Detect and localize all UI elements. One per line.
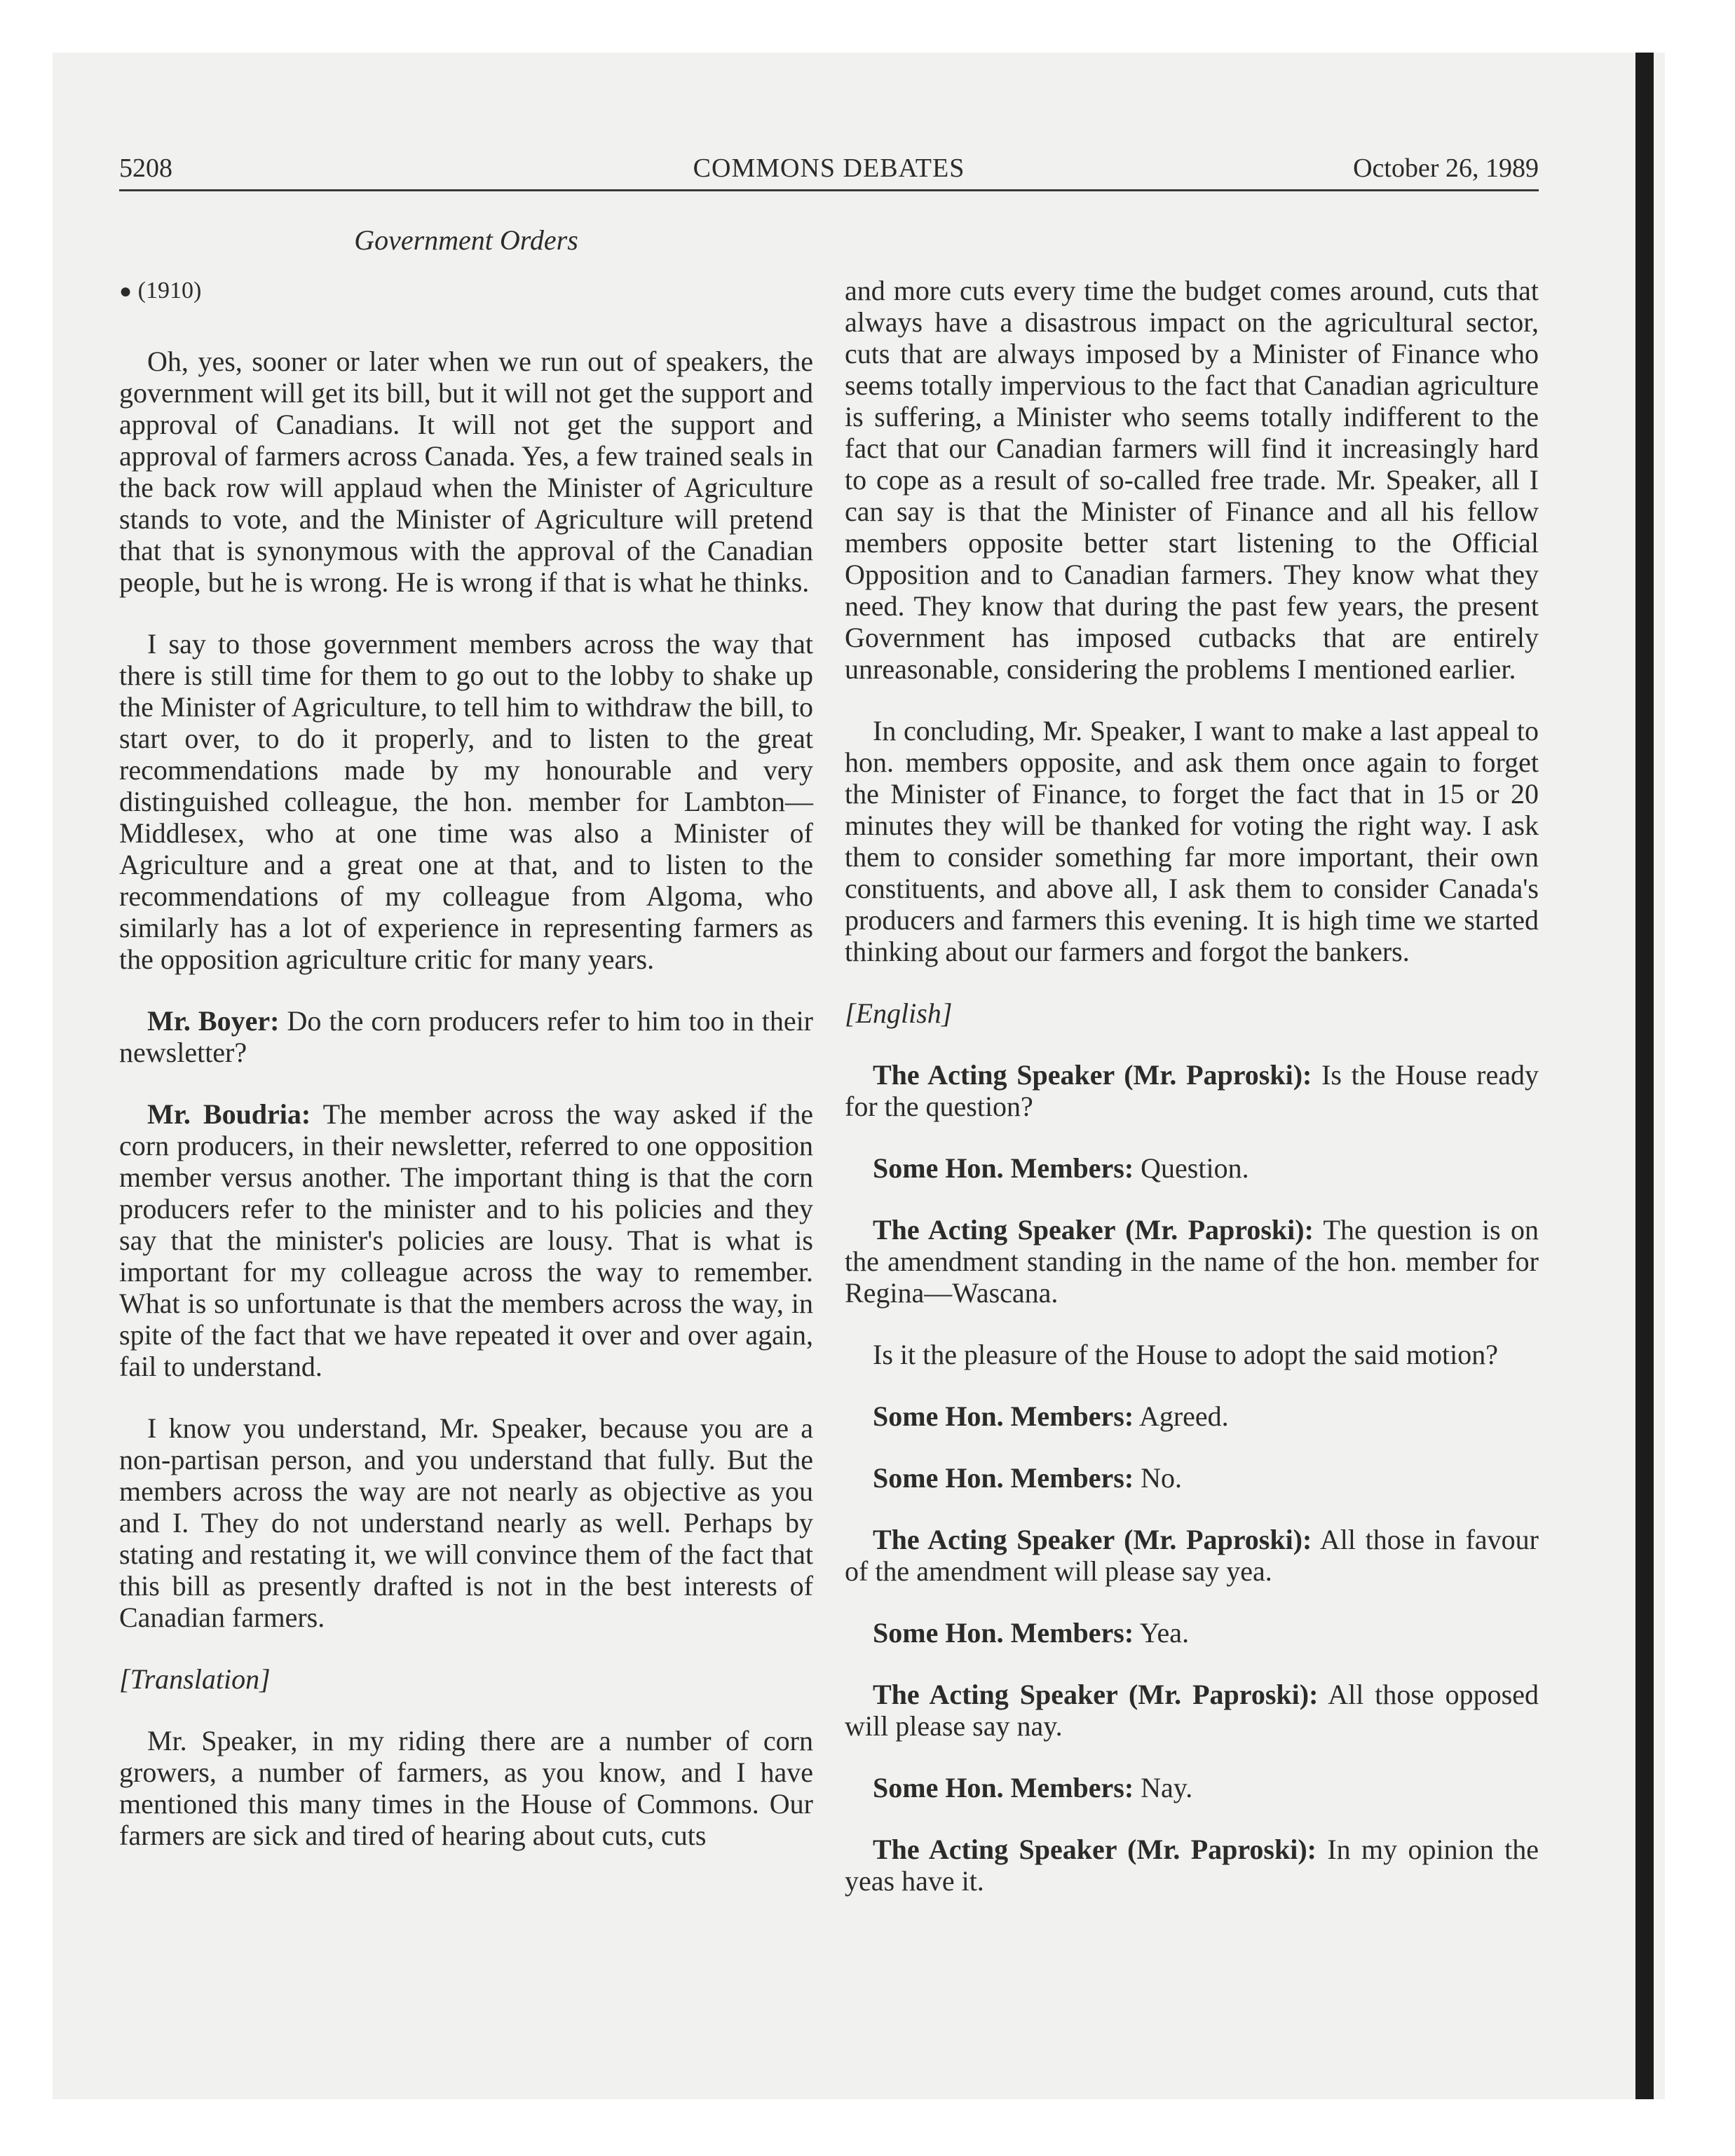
speaker-name: The Acting Speaker (Mr. Paproski): bbox=[873, 1679, 1319, 1710]
speech-text: The question is on the amendment standing in the name of the hon. member for Regina—Wascana. bbox=[845, 1214, 1539, 1309]
right-column bbox=[845, 275, 1539, 1927]
language-marker: [Translation] bbox=[119, 1663, 271, 1695]
bullet-icon: ● bbox=[119, 280, 132, 303]
speech-members bbox=[845, 1152, 1539, 1184]
speech-acting-speaker bbox=[845, 1834, 1539, 1897]
paragraph: Mr. Speaker, in my riding there are a number of corn growers, a number of farmers, as you know, and I have mentioned this many times in the House of Commons. Our farmers are sick and tired of hearing about cuts, cuts bbox=[119, 1725, 813, 1851]
speech-text: No. bbox=[1141, 1462, 1183, 1494]
speech-text: Yea. bbox=[1139, 1617, 1190, 1649]
speaker-name: Some Hon. Members: bbox=[873, 1772, 1134, 1803]
speech-text: Is the House ready for the question? bbox=[845, 1059, 1539, 1122]
publication-title: COMMONS DEBATES bbox=[693, 153, 965, 183]
speech-acting-speaker bbox=[845, 1214, 1539, 1309]
running-head bbox=[119, 150, 1539, 186]
speaker-name: Some Hon. Members: bbox=[873, 1400, 1134, 1432]
speech-text: All those in favour of the amendment will please say yea. bbox=[845, 1524, 1539, 1587]
page-number: 5208 bbox=[119, 153, 172, 183]
paragraph: and more cuts every time the budget comes around, cuts that always have a disastrous impact on the agricultural sector, cuts that are always imposed by a Minister of Finance who seems totally impervious to the fact that Canadian agriculture is suffering, a Minister who seems totally indifferent to the fact that our Canadian farmers will find it increasingly hard to cope as a result of so-called free trade. Mr. Speaker, all I can say is that the Minister of Finance and all his fellow members opposite better start listening to the Official Opposition and to Canadian farmers. They know what they need. They know that during the past few years, the present Government has imposed cutbacks that are entirely unreasonable, considering the problems I mentioned earlier. bbox=[845, 275, 1539, 685]
header-rule bbox=[119, 189, 1539, 191]
speaker-name: Some Hon. Members: bbox=[873, 1462, 1134, 1494]
speech-acting-speaker bbox=[845, 1524, 1539, 1587]
speech-members bbox=[845, 1617, 1539, 1649]
speech-text: The member across the way asked if the corn producers, in their newsletter, referred to one opposition member versus another. The important thing is that the corn producers refer to the minister and to his policies and they say that the minister's policies are lousy. That is what is important for my colleague across the way to remember. What is so unfortunate is that the members across the way, in spite of the fact that we have repeated it over and over again, fail to understand. bbox=[119, 1098, 813, 1382]
speaker-name: Some Hon. Members: bbox=[873, 1152, 1134, 1184]
language-label: English bbox=[855, 997, 941, 1029]
speech-acting-speaker bbox=[845, 1059, 1539, 1122]
speaker-name: Some Hon. Members: bbox=[873, 1617, 1134, 1649]
speaker-name: The Acting Speaker (Mr. Paproski): bbox=[873, 1059, 1312, 1091]
paragraph: Is it the pleasure of the House to adopt the said motion? bbox=[873, 1339, 1499, 1370]
speaker-name: The Acting Speaker (Mr. Paproski): bbox=[873, 1524, 1312, 1555]
left-column bbox=[119, 275, 813, 1881]
speaker-name: The Acting Speaker (Mr. Paproski): bbox=[873, 1834, 1316, 1865]
speech-text: Nay. bbox=[1141, 1772, 1193, 1803]
speaker-name: The Acting Speaker (Mr. Paproski): bbox=[873, 1214, 1314, 1246]
speech-boyer bbox=[119, 1005, 813, 1068]
paragraph: In concluding, Mr. Speaker, I want to make a last appeal to hon. members opposite, and ask them once again to forget the Minister of Finance, to forget the fact that in 15 or 20 minutes they will be thanked for voting the right way. I ask them to consider something far more important, their own constituents, and above all, I ask them to consider Canada's producers and farmers this evening. It is high time we started thinking about our farmers and forgot the bankers. bbox=[845, 715, 1539, 967]
speech-members bbox=[845, 1400, 1539, 1432]
speech-boudria bbox=[119, 1098, 813, 1382]
paragraph: Oh, yes, sooner or later when we run out of speakers, the government will get its bill, but it will not get the support and approval of Canadians. It will not get the support and approval of farmers across Canada. Yes, a few trained seals in the back row will applaud when the Minister of Agriculture stands to vote, and the Minister of Agriculture will pretend that that is synonymous with the approval of the Canadian people, but he is wrong. He is wrong if that is what he thinks. bbox=[119, 346, 813, 598]
speech-members bbox=[845, 1462, 1539, 1494]
paragraph: I say to those government members across the way that there is still time for them to go out to the lobby to shake up the Minister of Agriculture, to tell him to withdraw the bill, to start over, to do it properly, and to listen to the great recommendations made by my honourable and very distinguished colleague, the hon. member for Lambton—Middlesex, who at one time was also a Minister of Agriculture and a great one at that, and to listen to the recommendations of my colleague from Algoma, who similarly has a lot of experience in representing farmers as the opposition agriculture critic for many years. bbox=[119, 628, 813, 975]
page-date: October 26, 1989 bbox=[1353, 153, 1539, 183]
paragraph: I know you understand, Mr. Speaker, because you are a non-partisan person, and you understand that fully. But the members across the way are not nearly as objective as you and I. They do not understand nearly as well. Perhaps by stating and restating it, we will convince them of the fact that this bill as presently drafted is not in the best interests of Canadian farmers. bbox=[119, 1412, 813, 1633]
time-marker bbox=[119, 275, 813, 307]
speech-text: All those opposed will please say nay. bbox=[845, 1679, 1539, 1742]
scan-edge-bar bbox=[1635, 53, 1654, 2099]
speech-members bbox=[845, 1772, 1539, 1803]
speech-text: Question. bbox=[1141, 1152, 1249, 1184]
speech-text: Do the corn producers refer to him too in their newsletter? bbox=[119, 1005, 814, 1068]
language-marker: [English] bbox=[845, 997, 953, 1029]
speaker-name: Mr. Boyer: bbox=[147, 1005, 280, 1037]
speech-acting-speaker bbox=[845, 1679, 1539, 1742]
time-mark-text: (1910) bbox=[137, 278, 202, 303]
speech-text: Agreed. bbox=[1138, 1400, 1229, 1432]
speaker-name: Mr. Boudria: bbox=[147, 1098, 311, 1130]
language-label: Translation bbox=[130, 1663, 260, 1695]
speech-text: In my opinion the yeas have it. bbox=[845, 1834, 1539, 1897]
section-title: Government Orders bbox=[354, 224, 578, 256]
